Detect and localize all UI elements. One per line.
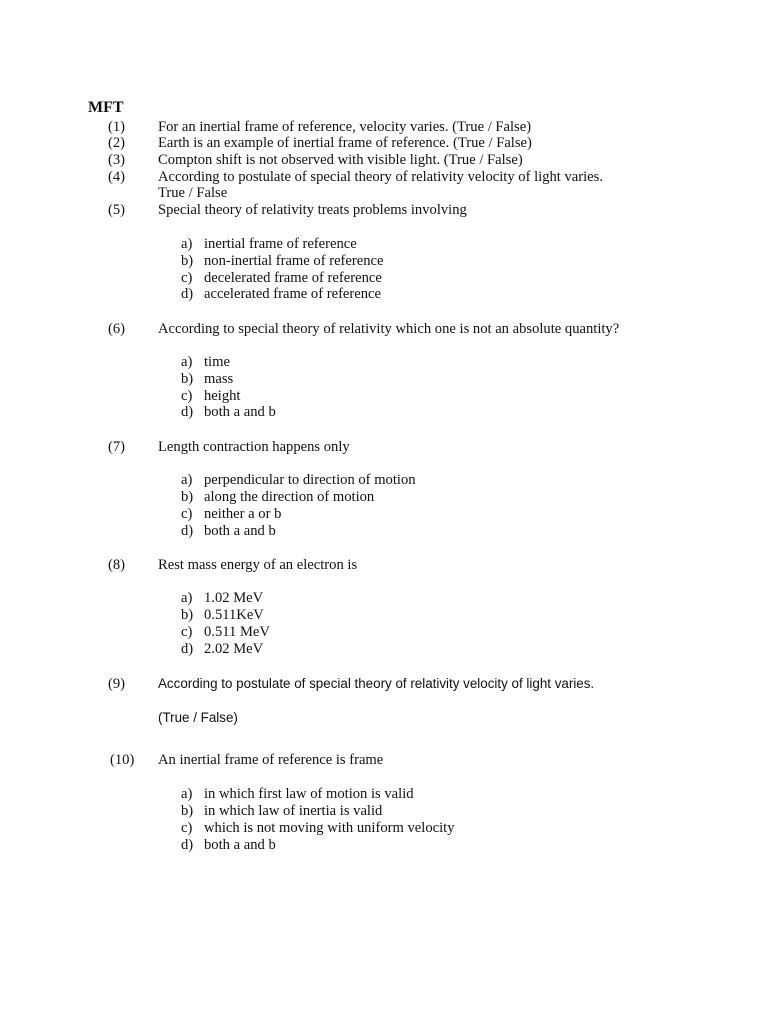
option xyxy=(0,388,768,405)
option-text: both a and b xyxy=(204,837,276,853)
question-text: According to special theory of relativity which one is not an absolute quantity? xyxy=(158,321,620,337)
question-4-answer-choice xyxy=(0,185,768,202)
option-letter: b) xyxy=(181,489,194,505)
option-letter: a) xyxy=(181,786,193,802)
option-text: height xyxy=(204,388,241,404)
question-number: (4) xyxy=(108,169,126,185)
question-number: (9) xyxy=(108,676,126,692)
question-9-answer-choice xyxy=(0,710,768,727)
option-letter: a) xyxy=(181,590,193,606)
option-text: both a and b xyxy=(204,404,276,420)
question-text: According to postulate of special theory of relativity velocity of light varies. xyxy=(158,676,595,691)
question-8 xyxy=(0,557,768,574)
option-letter: d) xyxy=(181,286,194,302)
option xyxy=(0,506,768,523)
option-text: 0.511 MeV xyxy=(204,624,270,640)
option-letter: b) xyxy=(181,607,194,623)
question-number: (8) xyxy=(108,557,126,573)
option-text: 0.511KeV xyxy=(204,607,264,623)
option-text: which is not moving with uniform velocity xyxy=(204,820,455,836)
question-9 xyxy=(0,676,768,693)
question-7 xyxy=(0,439,768,456)
option-text: in which first law of motion is valid xyxy=(204,786,414,802)
page-title: MFT xyxy=(88,99,124,116)
option-text: non-inertial frame of reference xyxy=(204,253,384,269)
option-letter: a) xyxy=(181,236,193,252)
option-text: along the direction of motion xyxy=(204,489,375,505)
option xyxy=(0,523,768,540)
option-letter: c) xyxy=(181,506,193,522)
option xyxy=(0,837,768,854)
option-text: inertial frame of reference xyxy=(204,236,357,252)
option-letter: b) xyxy=(181,253,194,269)
option-letter: d) xyxy=(181,837,194,853)
option-letter: d) xyxy=(181,641,194,657)
option-letter: b) xyxy=(181,803,194,819)
option xyxy=(0,489,768,506)
question-number: (10) xyxy=(110,752,135,768)
option-letter: b) xyxy=(181,371,194,387)
question-2 xyxy=(0,135,768,152)
option xyxy=(0,786,768,803)
question-4 xyxy=(0,169,768,186)
option-text: 1.02 MeV xyxy=(204,590,264,606)
question-10 xyxy=(0,752,768,769)
option-text: decelerated frame of reference xyxy=(204,270,382,286)
question-number: (5) xyxy=(108,202,126,218)
option xyxy=(0,270,768,287)
true-false-text: (True / False) xyxy=(158,710,238,725)
question-number: (2) xyxy=(108,135,126,151)
option-text: time xyxy=(204,354,230,370)
true-false-text: True / False xyxy=(158,185,228,201)
question-number: (3) xyxy=(108,152,126,168)
question-text: Special theory of relativity treats problems involving xyxy=(158,202,467,218)
question-5 xyxy=(0,202,768,219)
option-text: in which law of inertia is valid xyxy=(204,803,383,819)
option-letter: a) xyxy=(181,472,193,488)
option xyxy=(0,354,768,371)
question-text: Length contraction happens only xyxy=(158,439,350,455)
option xyxy=(0,472,768,489)
question-number: (1) xyxy=(108,119,126,135)
option-text: 2.02 MeV xyxy=(204,641,264,657)
option xyxy=(0,607,768,624)
option-text: mass xyxy=(204,371,234,387)
option xyxy=(0,404,768,421)
option xyxy=(0,286,768,303)
question-number: (7) xyxy=(108,439,126,455)
question-text: For an inertial frame of reference, velocity varies. (True / False) xyxy=(158,119,532,135)
option xyxy=(0,820,768,837)
option-text: both a and b xyxy=(204,523,276,539)
question-text: Earth is an example of inertial frame of reference. (True / False) xyxy=(158,135,532,151)
option-letter: c) xyxy=(181,270,193,286)
option-letter: c) xyxy=(181,624,193,640)
option xyxy=(0,641,768,658)
option xyxy=(0,236,768,253)
option-letter: c) xyxy=(181,388,193,404)
question-6 xyxy=(0,321,768,338)
option-text: neither a or b xyxy=(204,506,282,522)
question-text: Rest mass energy of an electron is xyxy=(158,557,358,573)
question-3 xyxy=(0,152,768,169)
option-letter: a) xyxy=(181,354,193,370)
option-letter: d) xyxy=(181,404,194,420)
option xyxy=(0,803,768,820)
option xyxy=(0,624,768,641)
option xyxy=(0,371,768,388)
option-letter: d) xyxy=(181,523,194,539)
option-text: accelerated frame of reference xyxy=(204,286,381,302)
question-number: (6) xyxy=(108,321,126,337)
question-1 xyxy=(0,119,768,136)
question-text: Compton shift is not observed with visible light. (True / False) xyxy=(158,152,523,168)
option xyxy=(0,253,768,270)
question-text: An inertial frame of reference is frame xyxy=(158,752,384,768)
option-letter: c) xyxy=(181,820,193,836)
option xyxy=(0,590,768,607)
option-text: perpendicular to direction of motion xyxy=(204,472,416,488)
question-text: According to postulate of special theory of relativity velocity of light varies. xyxy=(158,169,603,185)
